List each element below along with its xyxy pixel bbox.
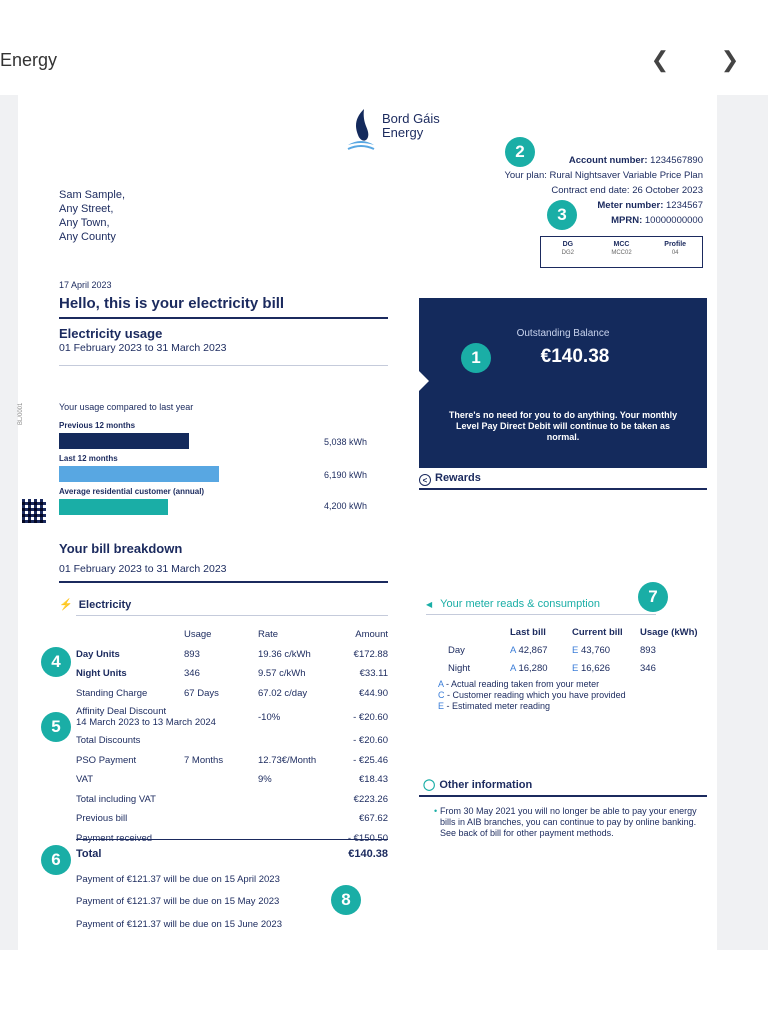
meter-read-key <box>438 679 626 712</box>
header-rate: Rate <box>258 629 279 641</box>
header-usage-kwh: Usage (kWh) <box>640 626 698 638</box>
breakdown-table <box>76 625 388 848</box>
row-usage: 346 <box>640 662 656 674</box>
row-label: Previous bill <box>76 813 128 825</box>
usage-bar-previous <box>59 433 189 449</box>
table-row <box>76 684 388 704</box>
brand-line1: Bord Gáis <box>382 111 440 126</box>
row-rate: 19.36 c/kWh <box>258 648 311 660</box>
callout-badge-2: 2 <box>505 137 535 167</box>
callout-badge-8: 8 <box>331 885 361 915</box>
row-usage: 7 Months <box>184 754 224 766</box>
key-item: E - Estimated meter reading <box>438 701 551 711</box>
other-information-title: ◯ Other information <box>423 779 533 791</box>
row-label: Night <box>448 662 471 674</box>
row-usage <box>184 770 258 790</box>
table-row <box>448 659 710 677</box>
code-mcc: MCC MCC02 <box>611 241 632 256</box>
row-amount: €223.26 <box>353 793 388 805</box>
rewards-label: Rewards <box>435 472 481 484</box>
row-usage <box>184 731 258 751</box>
meter-codes-box <box>540 236 703 268</box>
usage-title: Electricity usage <box>59 326 163 341</box>
table-row <box>76 645 388 665</box>
divider <box>59 581 388 583</box>
callout-badge-1: 1 <box>461 343 491 373</box>
divider <box>76 615 388 616</box>
row-amount: €18.43 <box>358 774 388 786</box>
row-last-bill: A 42,867 <box>510 644 548 656</box>
account-number-label: Account number: <box>568 155 648 166</box>
callout-badge-3: 3 <box>547 200 577 230</box>
bar-label-previous: Previous 12 months <box>59 421 136 430</box>
top-bar <box>0 0 768 95</box>
address-line: Any Town, <box>59 217 110 229</box>
row-rate <box>258 731 344 751</box>
table-row <box>76 770 388 790</box>
meter-reads-link[interactable] <box>426 598 600 610</box>
row-label: Affinity Deal Discount 14 March 2023 to 13 March 2024 <box>76 706 216 728</box>
bar-value-last: 6,190 kWh <box>324 470 368 480</box>
row-label: Night Units <box>76 668 127 680</box>
divider <box>419 488 707 490</box>
bill-greeting: Hello, this is your electricity bill <box>59 295 285 312</box>
row-last-bill: A 16,280 <box>510 662 548 674</box>
row-amount: €67.62 <box>358 813 388 825</box>
row-rate: 9.57 c/kWh <box>258 668 306 680</box>
address-line: Sam Sample, <box>59 189 126 201</box>
row-rate: 12.73€/Month <box>258 754 317 766</box>
bar-value-average: 4,200 kWh <box>324 501 368 511</box>
table-row <box>76 751 388 771</box>
row-label: VAT <box>76 774 94 786</box>
divider <box>59 317 388 319</box>
other-information-text: • From 30 May 2021 you will no longer be able to pay your energy bills in AIB branches, you can continue to pay by online banking. See back of bill for other payment methods. <box>440 806 710 839</box>
usage-bar-average <box>59 499 168 515</box>
divider <box>76 839 388 840</box>
outstanding-balance-panel <box>419 298 707 468</box>
app-title: Energy <box>0 50 58 70</box>
balance-label: Outstanding Balance <box>516 328 610 339</box>
row-amount: €172.88 <box>353 648 388 660</box>
right-gutter <box>717 95 768 950</box>
balance-amount: €140.38 <box>540 346 610 367</box>
row-amount: €33.11 <box>359 668 388 680</box>
bar-label-last: Last 12 months <box>59 454 118 463</box>
table-row <box>448 641 710 659</box>
key-item: C - Customer reading which you have provided <box>438 690 626 700</box>
callout-badge-7: 7 <box>638 582 668 612</box>
row-amount: - €25.46 <box>353 754 388 766</box>
key-item: A - Actual reading taken from your meter <box>438 679 600 689</box>
mprn-label: MPRN: <box>611 215 643 226</box>
lightning-icon: ⚡ <box>59 599 73 611</box>
header-amount: Amount <box>355 629 388 641</box>
usage-period: 01 February 2023 to 31 March 2023 <box>59 342 227 354</box>
caret-left-icon: ◀ <box>426 600 433 609</box>
account-number: 1234567890 <box>650 155 703 166</box>
row-rate <box>258 809 344 829</box>
header-last-bill: Last bill <box>510 626 546 638</box>
table-row <box>76 703 388 731</box>
row-rate: 67.02 c/day <box>258 687 308 699</box>
row-usage: 893 <box>640 644 656 656</box>
row-amount: €44.90 <box>358 687 388 699</box>
plan-name: Rural Nightsaver Variable Price Plan <box>549 170 703 181</box>
chevron-right-icon[interactable]: ❯ <box>720 47 740 72</box>
row-rate: -10% <box>258 711 281 723</box>
rewards-link[interactable] <box>419 472 481 486</box>
brand-line2: Energy <box>382 125 424 140</box>
usage-bar-last <box>59 466 219 482</box>
meter-reads-title: Your meter reads & consumption <box>440 598 600 610</box>
row-usage <box>184 790 258 810</box>
meter-number-label: Meter number: <box>597 200 664 211</box>
address-line: Any County <box>59 231 116 243</box>
divider <box>419 795 707 797</box>
table-row <box>76 809 388 829</box>
lightbulb-icon: ◯ <box>423 779 436 791</box>
table-header-row <box>76 625 388 645</box>
qr-code <box>22 499 46 523</box>
row-usage <box>184 809 258 829</box>
mprn-number: 10000000000 <box>644 215 703 226</box>
table-header-row <box>448 623 710 641</box>
bar-label-average: Average residential customer (annual) <box>59 487 205 496</box>
code-dg: DG DG2 <box>561 241 574 256</box>
balance-message: There's no need for you to do anything. Your monthly Level Pay Direct Debit will continue to be taken as normal. <box>448 410 678 442</box>
compare-title: Your usage compared to last year <box>59 402 194 412</box>
chevron-left-icon[interactable]: ❮ <box>650 47 670 72</box>
divider <box>59 365 388 366</box>
row-label: Day <box>448 644 465 656</box>
breakdown-period: 01 February 2023 to 31 March 2023 <box>59 563 227 575</box>
payment-schedule-item: Payment of €121.37 will be due on 15 May 2023 <box>76 896 280 907</box>
total-label: Total <box>76 848 102 860</box>
row-rate: 9% <box>258 774 272 786</box>
code-profile: Profile 04 <box>664 241 687 256</box>
row-usage: 346 <box>184 668 200 680</box>
table-row <box>76 664 388 684</box>
row-label: Standing Charge <box>76 687 148 699</box>
row-label: Day Units <box>76 648 120 660</box>
address-line: Any Street, <box>59 203 114 215</box>
callout-badge-6: 6 <box>41 845 71 875</box>
row-usage: 67 Days <box>184 687 219 699</box>
divider <box>426 614 656 615</box>
row-label: Total Discounts <box>76 735 141 747</box>
row-label: Total including VAT <box>76 793 156 805</box>
bill-document <box>18 95 717 950</box>
row-usage: 893 <box>184 648 200 660</box>
electricity-label: Electricity <box>78 599 132 611</box>
callout-badge-4: 4 <box>41 647 71 677</box>
payment-schedule-item: Payment of €121.37 will be due on 15 April 2023 <box>76 874 280 885</box>
row-current-bill: E 16,626 <box>572 662 611 674</box>
customer-address <box>59 188 125 244</box>
bar-value-previous: 5,038 kWh <box>324 437 368 447</box>
bottom-area <box>0 950 768 1024</box>
row-current-bill: E 43,760 <box>572 644 611 656</box>
table-row <box>76 790 388 810</box>
account-details <box>504 153 703 228</box>
payment-schedule-item: Payment of €121.37 will be due on 15 June 2023 <box>76 919 282 930</box>
row-amount: - €20.60 <box>353 711 388 723</box>
table-row <box>76 731 388 751</box>
row-label: PSO Payment <box>76 754 137 766</box>
contract-end-date: 26 October 2023 <box>632 185 703 196</box>
balance-pointer <box>419 371 429 391</box>
meter-reads-table <box>448 623 710 677</box>
header-current-bill: Current bill <box>572 626 623 638</box>
plan-label: Your plan: <box>504 170 547 181</box>
callout-badge-5: 5 <box>41 712 71 742</box>
row-rate <box>258 790 344 810</box>
breakdown-title: Your bill breakdown <box>59 541 183 556</box>
total-row <box>76 848 388 860</box>
meter-number: 1234567 <box>666 200 703 211</box>
total-amount: €140.38 <box>348 848 388 860</box>
row-amount: - €20.60 <box>353 735 388 747</box>
bill-date: 17 April 2023 <box>59 280 112 290</box>
brand-name <box>382 112 440 140</box>
contract-label: Contract end date: <box>551 185 630 196</box>
left-gutter <box>0 95 18 950</box>
side-reference-code: BL/0001 <box>18 402 24 425</box>
rewards-icon: < <box>419 474 431 486</box>
header-usage: Usage <box>184 629 212 641</box>
flame-logo-icon <box>346 107 376 151</box>
electricity-section-title <box>59 598 131 611</box>
